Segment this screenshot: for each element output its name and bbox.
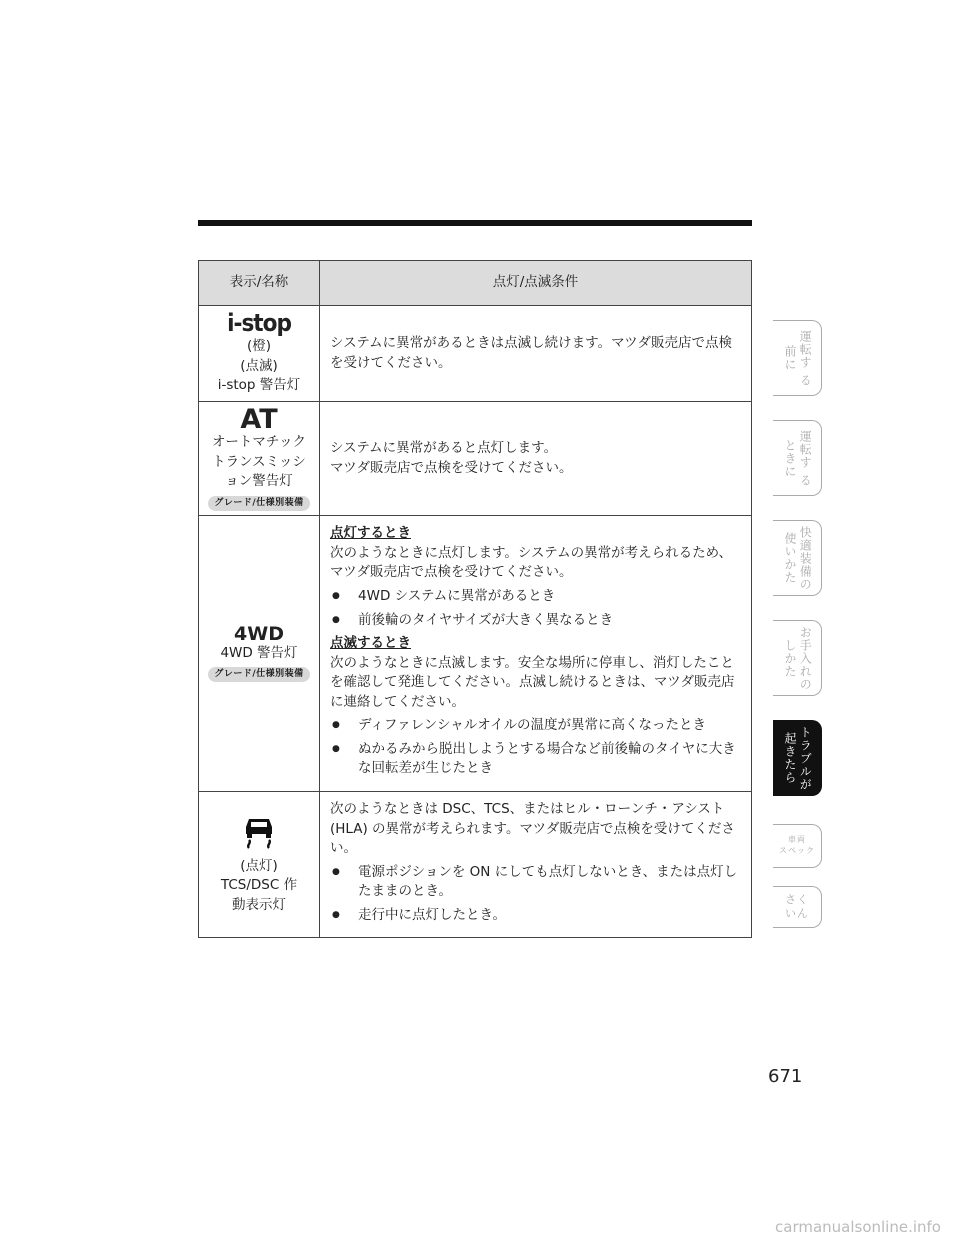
condition-text: 次のようなときは DSC、TCS、またはヒル・ローンチ・アシスト (HLA) の異常が考えられます。マツダ販売店で点検を受けてください。	[330, 801, 735, 857]
grade-badge: グレード/仕様別装備	[208, 667, 309, 682]
header-condition: 点灯/点滅条件	[320, 261, 752, 306]
grade-badge: グレード/仕様別装備	[208, 496, 309, 511]
indicator-name: i-stop 警告灯	[217, 377, 301, 394]
tab-troubleshooting[interactable]: トラブルが 起きたら	[773, 720, 822, 796]
condition-text: 次のようなときに点滅します。安全な場所に停車し、消灯したことを確認して発進してください。点滅し続けるときは、マツダ販売店に連絡してください。	[330, 654, 735, 710]
list-item: ● 4WD システムに異常があるとき	[330, 587, 741, 607]
tab-before-driving[interactable]: 運転す る 前に	[773, 320, 822, 396]
indicator-name: (点滅)	[240, 357, 278, 374]
indicator-name: 動表示灯	[232, 896, 286, 913]
4wd-warning-icon: 4WD	[234, 622, 284, 645]
table-header-row	[199, 261, 752, 306]
indicator-name: (橙)	[246, 338, 272, 355]
condition-cell	[320, 306, 752, 402]
condition-cell	[320, 792, 752, 938]
at-warning-icon: AT	[240, 404, 278, 435]
tcs-dsc-icon	[201, 814, 317, 857]
condition-text: システムに異常があるときは点滅し続けます。マツダ販売店で点検を受けてください。	[330, 334, 733, 371]
condition-text: マツダ販売店で点検を受けてください。	[330, 459, 573, 476]
indicator-cell	[199, 402, 320, 516]
list-item: ● 前後輪のタイヤサイズが大きく異なるとき	[330, 611, 741, 631]
table-row	[199, 516, 752, 792]
tab-comfort-features[interactable]: 快適装備の 使いかた	[773, 520, 822, 596]
list-item: ● 走行中に点灯したとき。	[330, 906, 741, 926]
list-item: ● ディファレンシャルオイルの温度が異常に高くなったとき	[330, 716, 741, 736]
indicator-name: (点灯)	[240, 857, 278, 874]
indicator-cell	[199, 306, 320, 402]
condition-text: システムに異常があると点灯します。	[330, 440, 558, 457]
indicator-cell	[199, 792, 320, 938]
condition-text: 次のようなときに点灯します。システムの異常が考えられるため、マツダ販売店で点検を受けてください。	[330, 544, 733, 581]
indicator-name: トランスミッシ	[212, 453, 306, 470]
tab-index[interactable]: さく いん	[773, 886, 822, 928]
header-display-name: 表示/名称	[199, 261, 320, 306]
on-heading: 点灯するとき	[330, 525, 411, 542]
list-item: ● ぬかるみから脱出しようとする場合など前後輪のタイヤに大きな回転差が生じたとき	[330, 740, 741, 779]
i-stop-icon: i-stop	[227, 309, 291, 338]
top-rule	[198, 220, 752, 226]
indicator-name: TCS/DSC 作	[220, 877, 298, 894]
condition-cell	[320, 516, 752, 792]
warning-light-table	[198, 260, 752, 938]
tab-specifications[interactable]: 車両 スペック	[773, 824, 822, 868]
tab-maintenance[interactable]: お手入れの しかた	[773, 620, 822, 696]
table-row	[199, 792, 752, 938]
condition-cell	[320, 402, 752, 516]
table-row	[199, 402, 752, 516]
indicator-name: オートマチック	[211, 434, 307, 450]
blink-heading: 点滅するとき	[330, 635, 411, 652]
page-number: 671	[768, 1066, 803, 1087]
indicator-cell	[199, 516, 320, 792]
tab-when-driving[interactable]: 運転す る ときに	[773, 420, 822, 496]
table-row	[199, 306, 752, 402]
indicator-name: ョン警告灯	[225, 473, 293, 490]
watermark: carmanualsonline.info	[775, 1218, 941, 1236]
indicator-name: 4WD 警告灯	[220, 644, 298, 661]
list-item: ● 電源ポジションを ON にしても点灯しないとき、または点灯したままのとき。	[330, 863, 741, 902]
